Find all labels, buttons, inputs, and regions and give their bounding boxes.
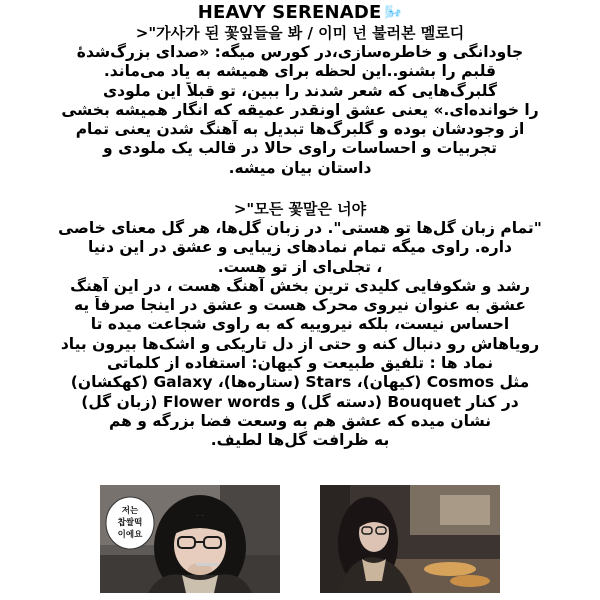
bubble-text-3: 이에요 (117, 530, 143, 540)
text-line: مثل Cosmos (کیهان)، Stars (ستاره‌ها)، Galaxy (کهکشان) (70, 373, 530, 392)
text-line: تجربیات و احساسات راوی حالا در قالب یک ملودی و (103, 139, 497, 158)
text-line: رشد و شکوفایی کلیدی ترین بخش آهنگ هست ، در این آهنگ (70, 276, 530, 295)
wind-emoji-icon: 🌬️ (384, 5, 403, 21)
page-title (0, 2, 600, 24)
persian-paragraph-2 (20, 219, 580, 451)
text-line: نماد ها : تلفیق طبیعت و کیهان: استفاده از کلماتی (106, 354, 494, 373)
bubble-text-1: 저는 (121, 506, 139, 516)
text-line: ، تجلی‌ای از تو هست. (217, 257, 383, 276)
text-line: را خوانده‌ای.» یعنی عشق اونقدر عمیقه که انگار همیشه بخشی (61, 100, 539, 119)
text-line: نشان میده که عشق هم به وسعت فضا بزرگه و هم (108, 411, 492, 430)
text-line: رویاهاش رو دنبال کنه و حتی از دل تاریکی و اشک‌ها بیرون بیاد (60, 334, 540, 353)
title-text: HEAVY SERENADE (197, 2, 382, 23)
text-line: قلبم را بشنو..این لحظه برای همیشه به یاد می‌ماند. (103, 62, 497, 81)
korean-lyric-line-1: >"가사가 된 꽃잎들을 봐 / 이미 넌 불러본 멜로디 (135, 24, 465, 42)
photo-right (320, 485, 500, 593)
korean-lyric-line-2: >"모든 꽃말은 너야 (233, 200, 367, 218)
photo-left (100, 485, 280, 593)
text-line: داره. راوی میگه تمام نمادهای زیبایی و عشق در این دنیا (88, 238, 512, 257)
photo-right-image (320, 485, 500, 593)
text-line: در کنار Bouquet (دسته گل) و Flower words (زبان گل) (81, 392, 519, 411)
persian-paragraph-1 (20, 43, 580, 178)
text-line: عشق به عنوان نیروی محرک هست و عشق در اینجا صرفاً یه (73, 296, 527, 315)
text-line: احساس نیست، بلکه نیروییه که به راوی شجاعت میده تا (90, 315, 510, 334)
text-line: به ظرافت گل‌ها لطیف. (210, 431, 390, 450)
text-line: جاودانگی و خاطره‌سازی،در کورس میگه: «صدای بزرگ‌شدهٔ (76, 43, 524, 61)
text-line: "تمام زبان گل‌ها تو هستی". در زبان گل‌ها، هر گل معنای خاصی (58, 219, 542, 237)
text-line: گلبرگ‌هایی که شعر شدند را ببین، تو قبلاً این ملودی (102, 81, 498, 100)
photo-left-image (100, 485, 280, 593)
bubble-text-2: 찹쌀떡 (117, 518, 143, 528)
text-line: داستان بیان میشه. (228, 158, 372, 177)
text-line: از وجودشان بوده و گلبرگ‌ها تبدیل به آهنگ شدن یعنی تمام (75, 120, 525, 139)
